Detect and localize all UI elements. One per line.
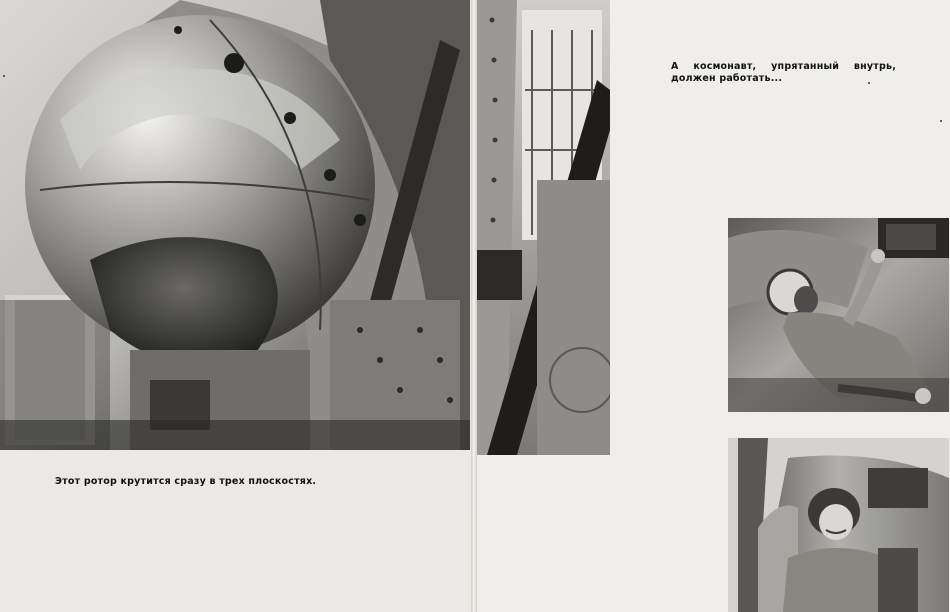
print-speck [3, 75, 5, 77]
print-speck [940, 120, 942, 122]
print-speck [868, 82, 870, 84]
capsule-window-photo [477, 0, 610, 455]
right-caption [671, 61, 896, 85]
right-caption-line2: должен работать... [671, 73, 783, 84]
cosmonaut-smiling-photo [728, 438, 949, 612]
caption-word: упрятанный [771, 61, 840, 72]
caption-word: внутрь, [853, 61, 896, 72]
rotor-capsule-photo [0, 0, 470, 450]
caption-word: А [671, 61, 679, 72]
cosmonaut-reclined-photo [728, 218, 949, 412]
left-caption: Этот ротор крутится сразу в трех плоскостях. [55, 476, 317, 487]
right-caption-line1 [671, 61, 896, 73]
caption-word: космонавт, [693, 61, 757, 72]
